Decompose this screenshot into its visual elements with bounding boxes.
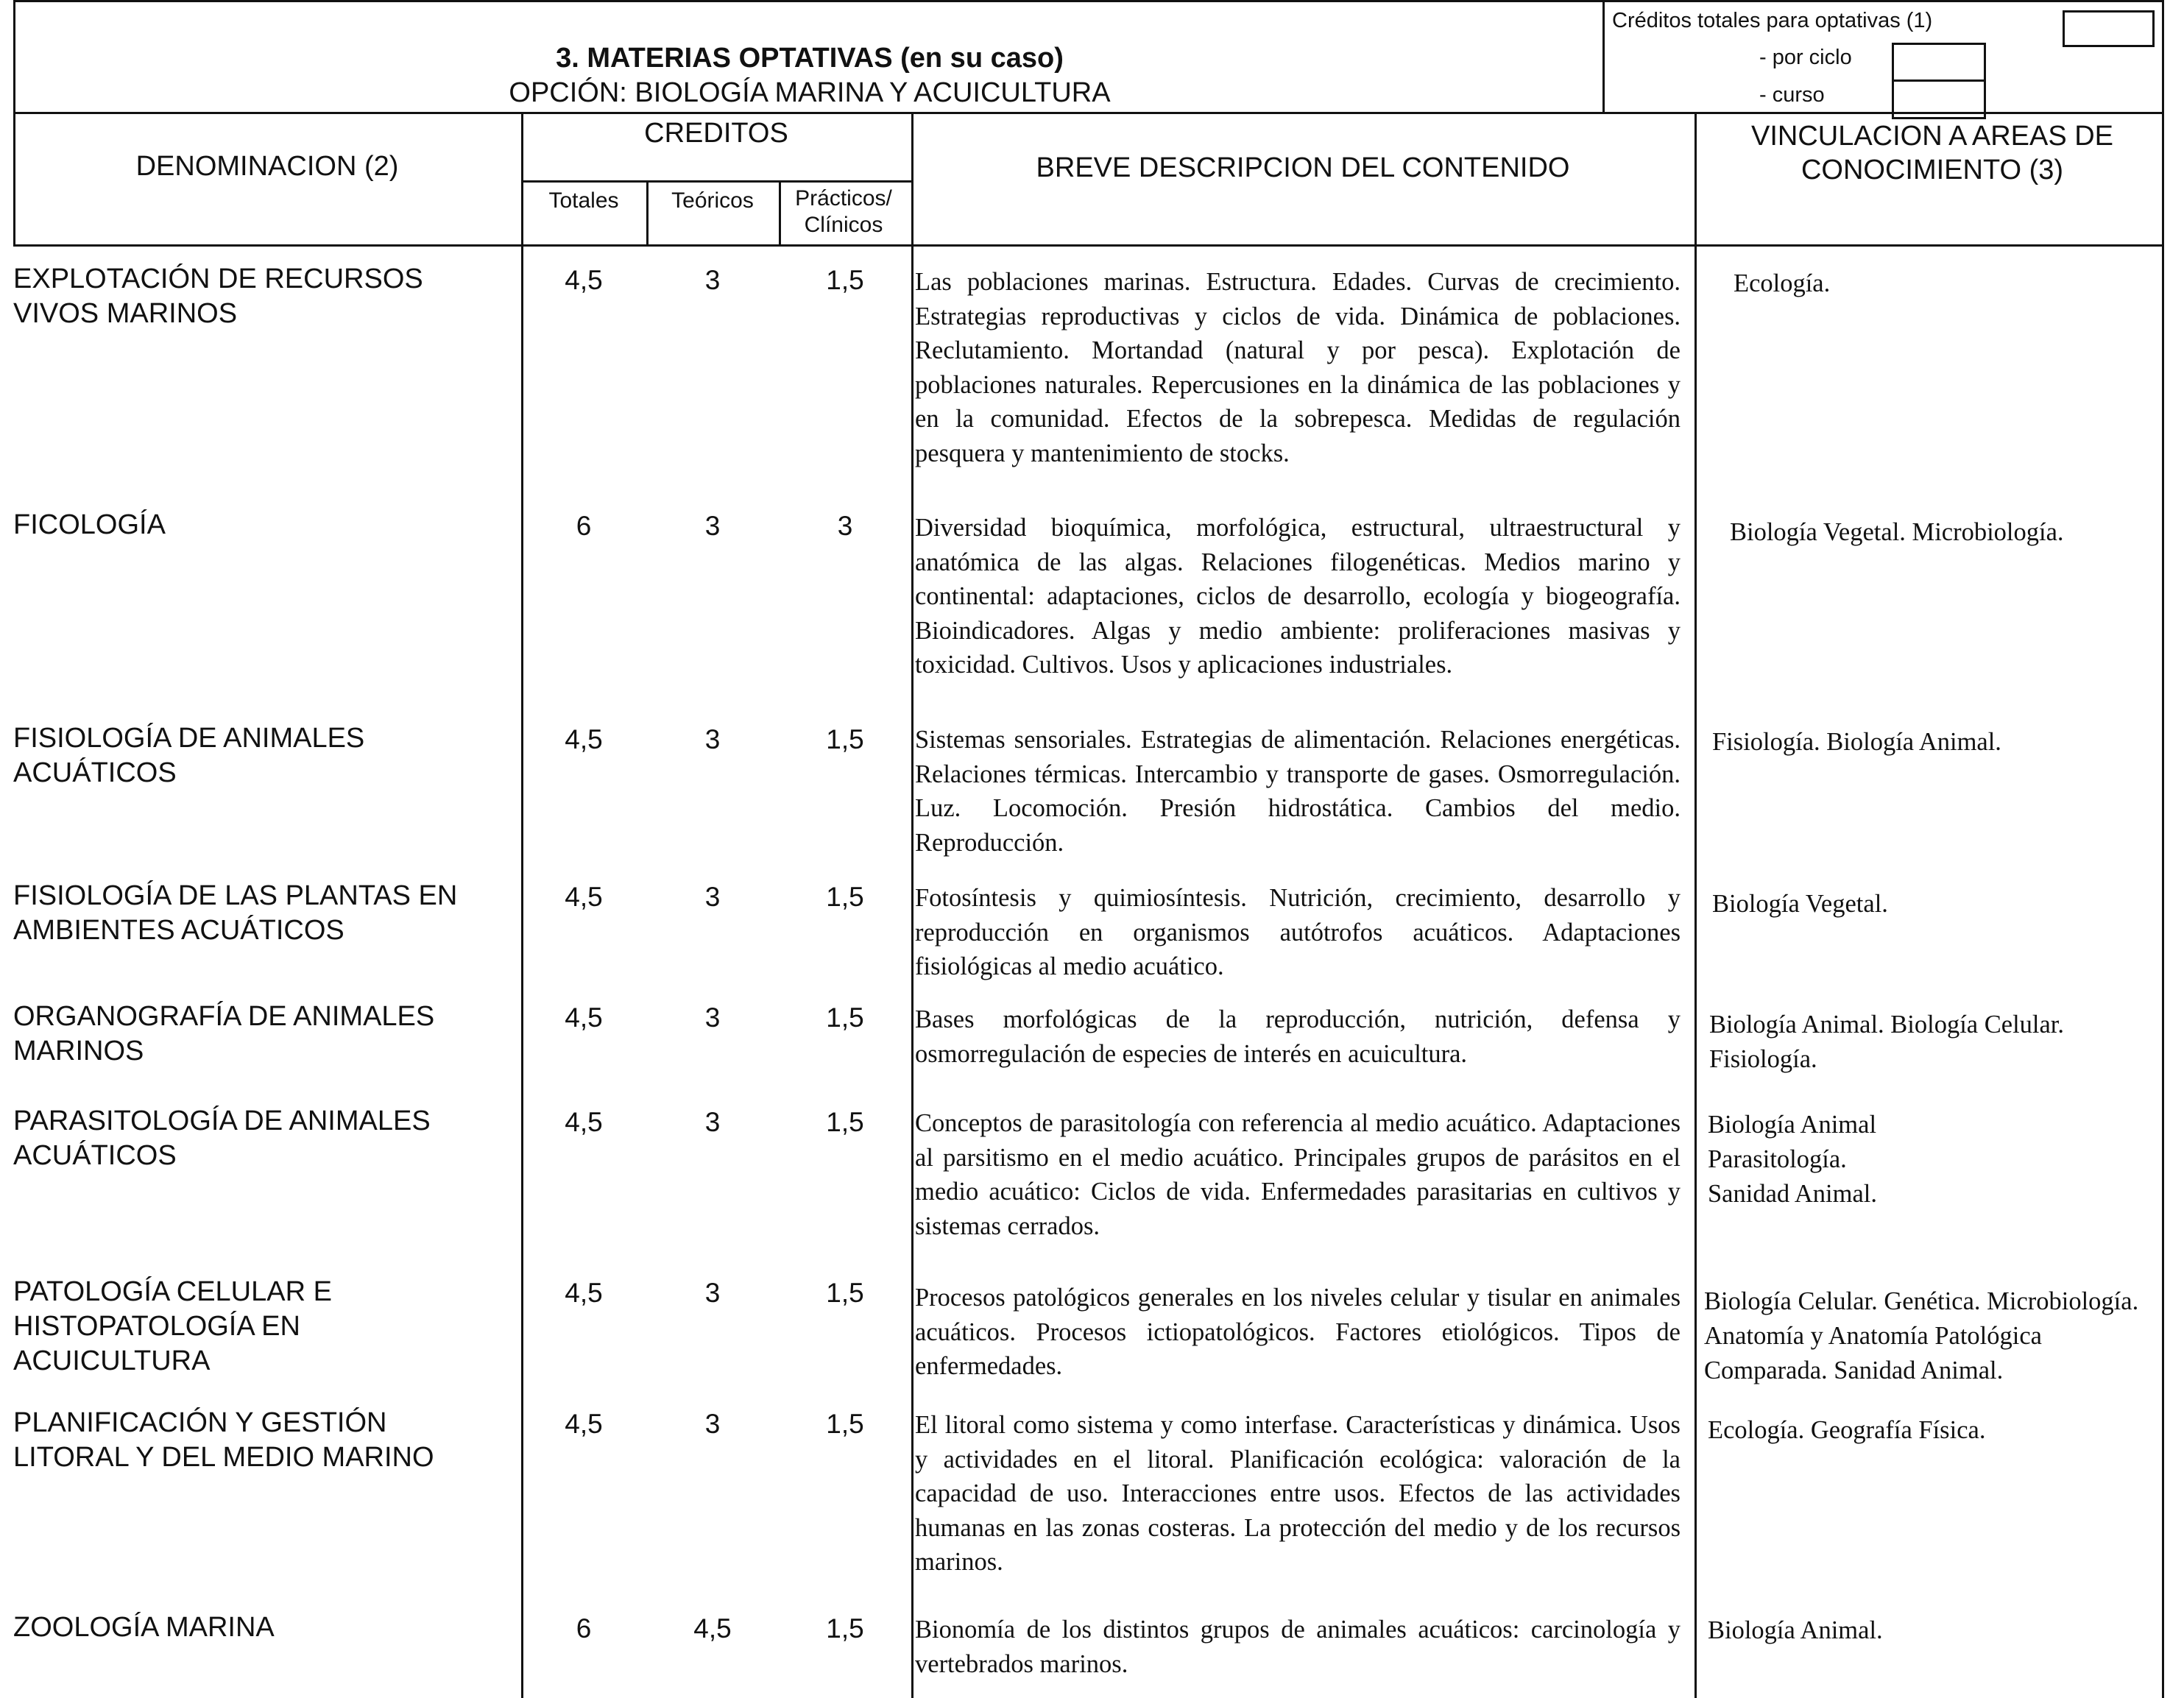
- knowledge-areas: Ecología.: [1734, 269, 1831, 297]
- credits-teoricos: 3: [704, 1002, 721, 1033]
- credits-teoricos: 3: [704, 1278, 721, 1308]
- subject-description: Bases morfológicas de la reproducción, nutrición, defensa y osmorregulación de especies de interés en acuicultura.: [915, 1005, 1681, 1068]
- subject-name: FICOLOGÍA: [13, 509, 166, 540]
- subject-description: Las poblaciones marinas. Estructura. Edades. Curvas de crecimiento. Estrategias reproductivas y ciclos de vida. Dinámica de poblaciones. Reclutamiento. Mortandad (natural y por pesca). Explotación de poblaciones naturales. Repercusiones en la dinámica de las poblaciones y en la comunidad. Efectos de la sobrepesca. Medidas de regulación pesquera y mantenimiento de stocks.: [915, 268, 1681, 467]
- credits-practicos: 1,5: [826, 1613, 864, 1644]
- credits-totales: 4,5: [565, 1002, 603, 1033]
- credits-practicos: 1,5: [826, 1107, 864, 1137]
- credits-totales: 4,5: [565, 1107, 603, 1137]
- subject-name: ZOOLOGÍA MARINA: [13, 1612, 275, 1643]
- credits-practicos: 1,5: [826, 265, 864, 295]
- subject-description: Procesos patológicos generales en los niveles celular y tisular en animales acuáticos. Procesos ictiopatológicos. Factores etiológicos. Tipos de enfermedades.: [915, 1284, 1681, 1380]
- subject-name: FISIOLOGÍA DE ANIMALES ACUÁTICOS: [13, 723, 365, 788]
- knowledge-areas: Ecología. Geografía Física.: [1708, 1416, 1986, 1444]
- col-header-practicos: Prácticos/ Clínicos: [795, 186, 892, 237]
- col-header-name: DENOMINACION (2): [135, 151, 399, 182]
- credits-teoricos: 3: [704, 511, 721, 541]
- credits-totales: 4,5: [565, 882, 603, 912]
- credits-practicos: 1,5: [826, 1002, 864, 1033]
- knowledge-areas: Fisiología. Biología Animal.: [1712, 728, 2001, 756]
- subject-description: Sistemas sensoriales. Estrategias de alimentación. Relaciones energéticas. Relaciones térmicas. Intercambio y transporte de gases. Osmorregulación. Luz. Locomoción. Presión hidrostática. Cambios del medio. Reproducción.: [915, 726, 1681, 857]
- subject-description: Conceptos de parasitología con referencia al medio acuático. Adaptaciones al parsitismo en el medio acuático. Principales grupos de parásitos en el medio acuático: Ciclos de vida. Enfermedades parasitarias en cultivos y sistemas cerrados.: [915, 1109, 1681, 1240]
- col-header-teoricos: Teóricos: [671, 188, 754, 213]
- knowledge-areas: Biología Animal.: [1708, 1616, 1883, 1644]
- credits-totales: 4,5: [565, 1409, 603, 1439]
- credits-totales: 4,5: [565, 724, 603, 754]
- credits-totales: 6: [576, 1613, 592, 1644]
- section-subtitle: OPCIÓN: BIOLOGÍA MARINA Y ACUICULTURA: [509, 77, 1111, 108]
- subject-name: ORGANOGRAFÍA DE ANIMALES MARINOS: [13, 1001, 435, 1066]
- subject-description: Fotosíntesis y quimiosíntesis. Nutrición, crecimiento, desarrollo y reproducción en organismos autótrofos acuáticos. Adaptaciones fisiológicas al medio acuático.: [915, 884, 1681, 980]
- credits-teoricos: 3: [704, 724, 721, 754]
- col-header-totales: Totales: [548, 188, 619, 213]
- section-title: 3. MATERIAS OPTATIVAS (en su caso): [556, 43, 1064, 74]
- subject-description: Diversidad bioquímica, morfológica, estructural, ultraestructural y anatómica de las algas. Relaciones filogenéticas. Medios marino y continental: adaptaciones, ciclos de desarrollo, ecología y biogeografía. Bioindicadores. Algas y medio ambiente: proliferaciones masivas y toxicidad. Cultivos. Usos y aplicaciones industriales.: [915, 514, 1681, 679]
- credits-practicos: 1,5: [826, 1409, 864, 1439]
- col-header-description: BREVE DESCRIPCION DEL CONTENIDO: [1036, 152, 1570, 183]
- credits-teoricos: 3: [704, 265, 721, 295]
- credits-totales: 6: [576, 511, 592, 541]
- credits-teoricos: 3: [704, 1409, 721, 1439]
- knowledge-areas: Biología Celular. Genética. Microbiología. Anatomía y Anatomía Patológica Comparada. Sanidad Animal.: [1704, 1287, 2139, 1384]
- course-label: - curso: [1759, 83, 1825, 107]
- subject-name: EXPLOTACIÓN DE RECURSOS VIVOS MARINOS: [13, 263, 423, 329]
- credits-teoricos: 3: [704, 882, 721, 912]
- subject-name: PARASITOLOGÍA DE ANIMALES ACUÁTICOS: [13, 1106, 431, 1171]
- credits-practicos: 1,5: [826, 882, 864, 912]
- credits-totales: 4,5: [565, 1278, 603, 1308]
- credits-practicos: 1,5: [826, 1278, 864, 1308]
- knowledge-areas: Biología Animal. Biología Celular. Fisiología.: [1709, 1011, 2065, 1073]
- subject-name: PATOLOGÍA CELULAR E HISTOPATOLOGÍA EN ACUICULTURA: [13, 1276, 332, 1376]
- subject-description: Bionomía de los distintos grupos de animales acuáticos: carcinología y vertebrados marinos.: [915, 1616, 1681, 1678]
- knowledge-areas: Biología Animal Parasitología. Sanidad Animal.: [1708, 1111, 1877, 1208]
- credits-teoricos: 3: [704, 1107, 721, 1137]
- credits-total-label: Créditos totales para optativas (1): [1612, 9, 1933, 32]
- col-header-credits: CREDITOS: [644, 118, 788, 149]
- credits-practicos: 1,5: [826, 724, 864, 754]
- knowledge-areas: Biología Vegetal. Microbiología.: [1730, 518, 2064, 546]
- credits-teoricos: 4,5: [693, 1613, 732, 1644]
- subject-name: FISIOLOGÍA DE LAS PLANTAS EN AMBIENTES ACUÁTICOS: [13, 880, 458, 946]
- subject-name: PLANIFICACIÓN Y GESTIÓN LITORAL Y DEL MEDIO MARINO: [13, 1407, 434, 1473]
- knowledge-areas: Biología Vegetal.: [1712, 890, 1888, 918]
- col-header-areas: VINCULACION A AREAS DE CONOCIMIENTO (3): [1750, 121, 2114, 185]
- credits-totales: 4,5: [565, 265, 603, 295]
- credits-practicos: 3: [837, 511, 853, 541]
- subject-description: El litoral como sistema y como interfase. Características y dinámica. Usos y actividades en el litoral. Planificación ecológica: valoración de la capacidad de uso. Interacciones entre usos. Efectos de las actividades humanas en las zonas costeras. La protección del medio y de los recursos marinos.: [915, 1411, 1681, 1576]
- per-cycle-label: - por ciclo: [1759, 46, 1852, 69]
